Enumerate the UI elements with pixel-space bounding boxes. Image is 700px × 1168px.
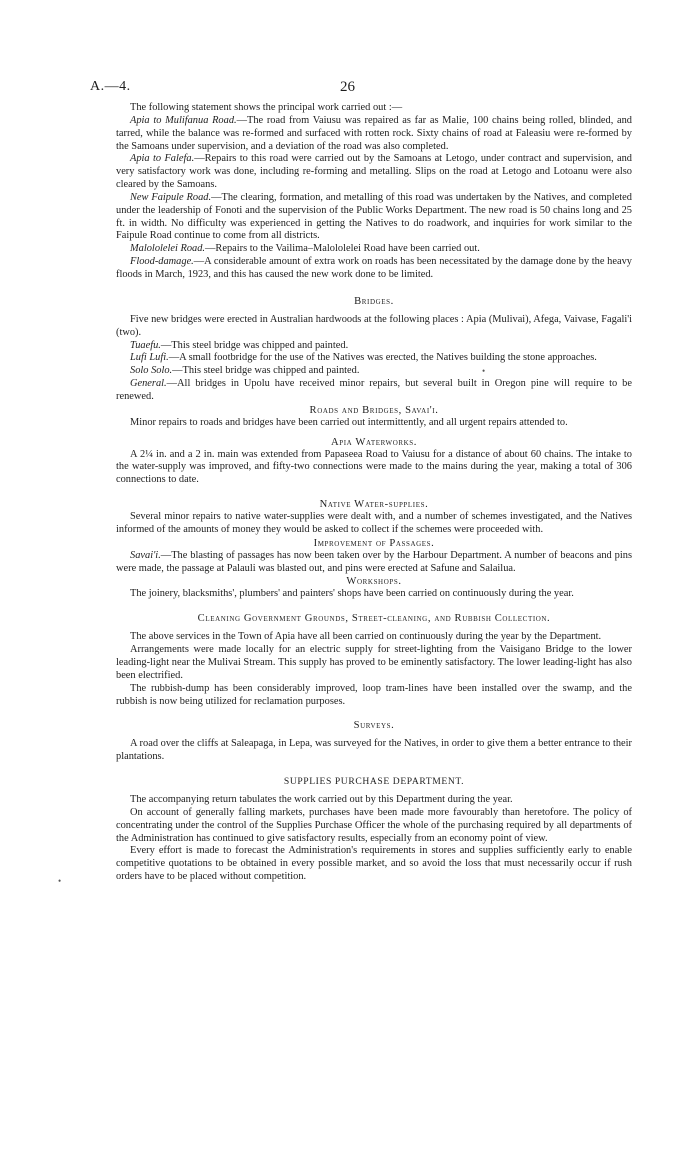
bridge-text: —This steel bridge was chipped and painted.	[172, 365, 360, 377]
road-title: Flood-damage.	[130, 256, 194, 268]
section-heading-surveys: Surveys.	[353, 720, 395, 732]
cleaning-paragraph: The rubbish-dump has been considerably improved, loop tram-lines have been installed over the swamp, and the rubbish is now being utilized for reclamation purposes.	[116, 682, 632, 707]
section-heading-workshops: Workshops.	[346, 576, 402, 588]
surveys-paragraph: A road over the cliffs at Saleapaga, in Lepa, was surveyed for the Natives, in order to give them a better entrance to their plantations.	[116, 738, 632, 763]
bridge-title: Lufi Lufi.	[130, 352, 169, 364]
intro-paragraph: The following statement shows the principal work carried out :—	[130, 102, 403, 113]
section-heading-passages: Improvement of Passages.	[313, 537, 435, 549]
section-heading-native-water: Native Water-supplies.	[319, 499, 429, 511]
road-title: Malololelei Road.	[130, 243, 206, 255]
bridge-title: Solo Solo.	[130, 365, 173, 377]
bridge-title: General.	[130, 378, 167, 390]
bridge-text: —A small footbridge for the use of the Natives was erected, the Natives building the stone approaches.	[168, 352, 597, 364]
native-water-paragraph: Several minor repairs to native water-supplies were dealt with, and a number of schemes investigated, and the Natives informed of the amounts of money they would be asked to collect if the schemes were proceeded with.	[116, 511, 632, 535]
page-number: 26	[340, 79, 355, 95]
bridges-intro: Five new bridges were erected in Australian hardwoods at the following places : Apia (Mulivai), Afega, Vaivase, Fagali'i (two).	[116, 313, 632, 338]
supplies-paragraph: The accompanying return tabulates the work carried out by this Department during the year.	[130, 794, 513, 806]
bridge-paragraph	[116, 352, 632, 365]
road-text: —Repairs to this road were carried out by the Samoans at Letogo, under contract and supervision, and very satisfactory work was done, including re-forming and metalling. Slips on the road at Letogo and Lotoanu were also cleared by the Samoans.	[116, 153, 632, 191]
road-paragraph	[116, 115, 632, 154]
waterworks-paragraph: A 2¼ in. and a 2 in. main was extended from Papaseea Road to Vaiusu for a distance of about 60 chains. The intake to the water-supply was improved, and fifty-two connections were made to the mains during the year, making a total of 306 connections to date.	[116, 448, 632, 486]
road-text: —The road from Vaiusu was repaired as far as Malie, 100 chains being rolled, blinded, and tarred, while the balance was re-formed and surfaced with rotten rock. Sixty chains of road at Faleasiu were re-formed by the Samoans under supervision, and a deviation of the road was also completed.	[116, 114, 632, 152]
road-text: —The clearing, formation, and metalling of this road was undertaken by the Natives, and completed under the leadership of Fonoti and the supervision of the Public Works Department. The new road is 50 chains long and 25 ft. in width. No difficulty was experienced in getting the Natives to do roadwork, and inquiries for work similar to the Faipule Road continue to come from all districts.	[116, 191, 632, 242]
road-title: Apia to Mulifanua Road.	[130, 114, 237, 126]
road-paragraph	[116, 153, 632, 192]
road-text: —A considerable amount of extra work on roads has been necessitated by the damage done by the heavy floods in March, 1923, and this has caused the new work done to be limited.	[116, 256, 632, 280]
cleaning-paragraph: Arrangements were made locally for an electric supply for street-lighting from the Vaisigano Bridge to the lower leading-light near the Mulivai Stream. This supply has proved to be eminently satisfactory. The lower leading-light has also been electrified.	[116, 644, 632, 681]
supplies-paragraph: Every effort is made to forecast the Administration's requirements in stores and supplies sufficiently early to enable competitive quotations to be obtained in every possible market, and so avoid the loss that must necessarily occur if rush orders have to be placed without competition.	[116, 845, 632, 883]
bridge-paragraph	[116, 378, 632, 404]
road-title: New Faipule Road.	[130, 191, 212, 203]
stray-mark: •	[58, 876, 62, 886]
passages-text: —The blasting of passages has now been taken over by the Harbour Department. A number of beacons and pins were made, the passage at Palauli was blasted out, and pins were erected at Safune and Salailua.	[116, 549, 632, 574]
road-paragraph	[116, 256, 632, 282]
road-text: —Repairs to the Vailima–Malololelei Road have been carried out.	[205, 243, 480, 255]
section-heading-waterworks: Apia Waterworks.	[330, 436, 418, 448]
document-body	[116, 102, 632, 884]
passages-paragraph	[116, 550, 632, 576]
workshops-paragraph: The joinery, blacksmiths', plumbers' and painters' shops have been carried on continuously during the year.	[130, 588, 574, 600]
bridge-paragraph	[116, 365, 632, 378]
document-reference: A.—4.	[90, 79, 131, 94]
road-paragraph	[116, 192, 632, 243]
section-heading-supplies: SUPPLIES PURCHASE DEPARTMENT.	[283, 776, 465, 788]
bridge-text: —This steel bridge was chipped and painted.	[160, 339, 349, 351]
section-heading-savaii: Roads and Bridges, Savai'i.	[309, 404, 439, 416]
bridge-paragraph	[116, 340, 632, 353]
passages-title: Savai'i.	[130, 549, 161, 561]
bridge-title: Tuaefu.	[130, 339, 161, 351]
road-paragraph	[116, 243, 632, 256]
bridge-text: —All bridges in Upolu have received minor repairs, but several built in Oregon pine will require to be renewed.	[116, 378, 632, 402]
supplies-paragraph: On account of generally falling markets, purchases have been made more favourably than heretofore. The policy of concentrating under the control of the Supplies Purchase Officer the whole of the purchasing required by all departments of the Administration has continued to give satisfactory results, especially from an economy point of view.	[116, 806, 632, 844]
section-heading-bridges: Bridges.	[354, 295, 394, 307]
cleaning-paragraph: The above services in the Town of Apia have all been carried on continuously during the year by the Department.	[130, 631, 602, 643]
stray-mark: •	[482, 366, 486, 376]
savaii-paragraph: Minor repairs to roads and bridges have been carried out intermittently, and all urgent repairs attended to.	[130, 416, 568, 428]
section-heading-cleaning: Cleaning Government Grounds, Street-cleaning, and Rubbish Collection.	[197, 613, 551, 625]
road-title: Apia to Falefa.	[130, 153, 195, 165]
